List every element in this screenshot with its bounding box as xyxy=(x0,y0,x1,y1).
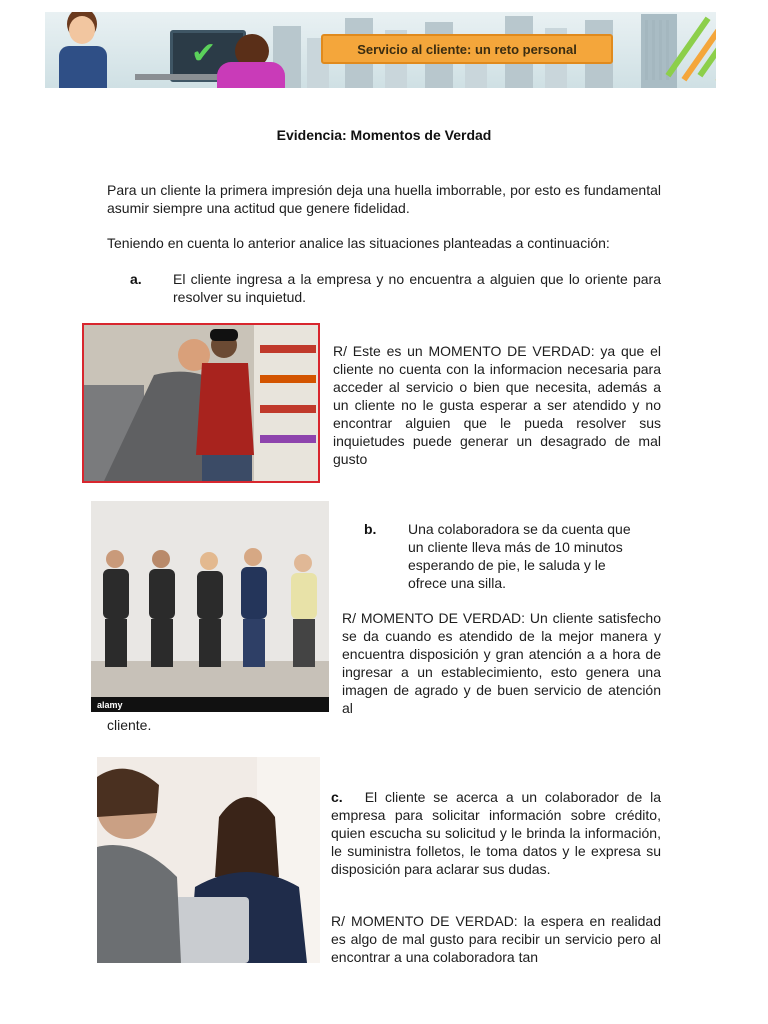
item-c-paragraph xyxy=(331,788,661,878)
item-b-label: b. xyxy=(364,521,377,537)
item-b-text: Una colaboradora se da cuenta que un cliente lleva más de 10 minutos esperando de pie, le saluda y le ofrece una silla. xyxy=(408,521,631,591)
photo-waiting-row xyxy=(91,501,329,712)
intro-paragraph: Para un cliente la primera impresión deja una huella imborrable, por esto es fundamental asumir siempre una actitud que genere fidelidad. xyxy=(107,182,661,216)
banner-title-ribbon xyxy=(321,34,613,64)
woman-at-computer-illustration xyxy=(55,16,113,88)
item-b-response-tail: cliente. xyxy=(107,717,152,733)
item-c-label: c. xyxy=(331,789,343,805)
item-c-response: R/ MOMENTO DE VERDAD: la espera en realidad es algo de mal gusto para recibir un servicio pero al encontrar a una colaboradora tan xyxy=(331,913,661,965)
document-title: Evidencia: Momentos de Verdad xyxy=(276,127,492,143)
checkmark-icon: ✔ xyxy=(191,37,217,70)
item-a-label: a. xyxy=(130,271,142,287)
header-banner xyxy=(45,12,716,88)
item-a-text: El cliente ingresa a la empresa y no encuentra a alguien que lo oriente para resolver su inquietud. xyxy=(173,271,661,305)
item-c-text: El cliente se acerca a un colaborador de la empresa para solicitar información sobre crédito, quien escucha su solicitud y le brinda la información, le suministra folletos, le toma datos y le expresa su disposición para aclarar sus dudas. xyxy=(331,789,661,877)
alamy-watermark: alamy xyxy=(97,700,123,710)
item-a-response: R/ Este es un MOMENTO DE VERDAD: ya que el cliente no cuenta con la informacion necesaria para acceder al servicio o bien que necesita, además a un cliente no le gusta esperar a ser atendido y no encontrar alguien que le pueda resolver sus inquietudes puede generar un desagrado de mal gusto xyxy=(333,343,661,467)
customer-illustration xyxy=(215,34,287,88)
photo-store-customers xyxy=(82,323,320,483)
instruction-paragraph: Teniendo en cuenta lo anterior analice las situaciones planteadas a continuación: xyxy=(107,235,610,251)
photo-consultation xyxy=(97,757,320,963)
banner-title: Servicio al cliente: un reto personal xyxy=(357,41,577,57)
item-b-response: R/ MOMENTO DE VERDAD: Un cliente satisfecho se da cuando es atendido de la mejor manera y encuentra disposición y gran atención a a hora de ingresar a un establecimiento, esto genera una imagen de agrado y de buen servicio de atención al xyxy=(342,610,661,716)
